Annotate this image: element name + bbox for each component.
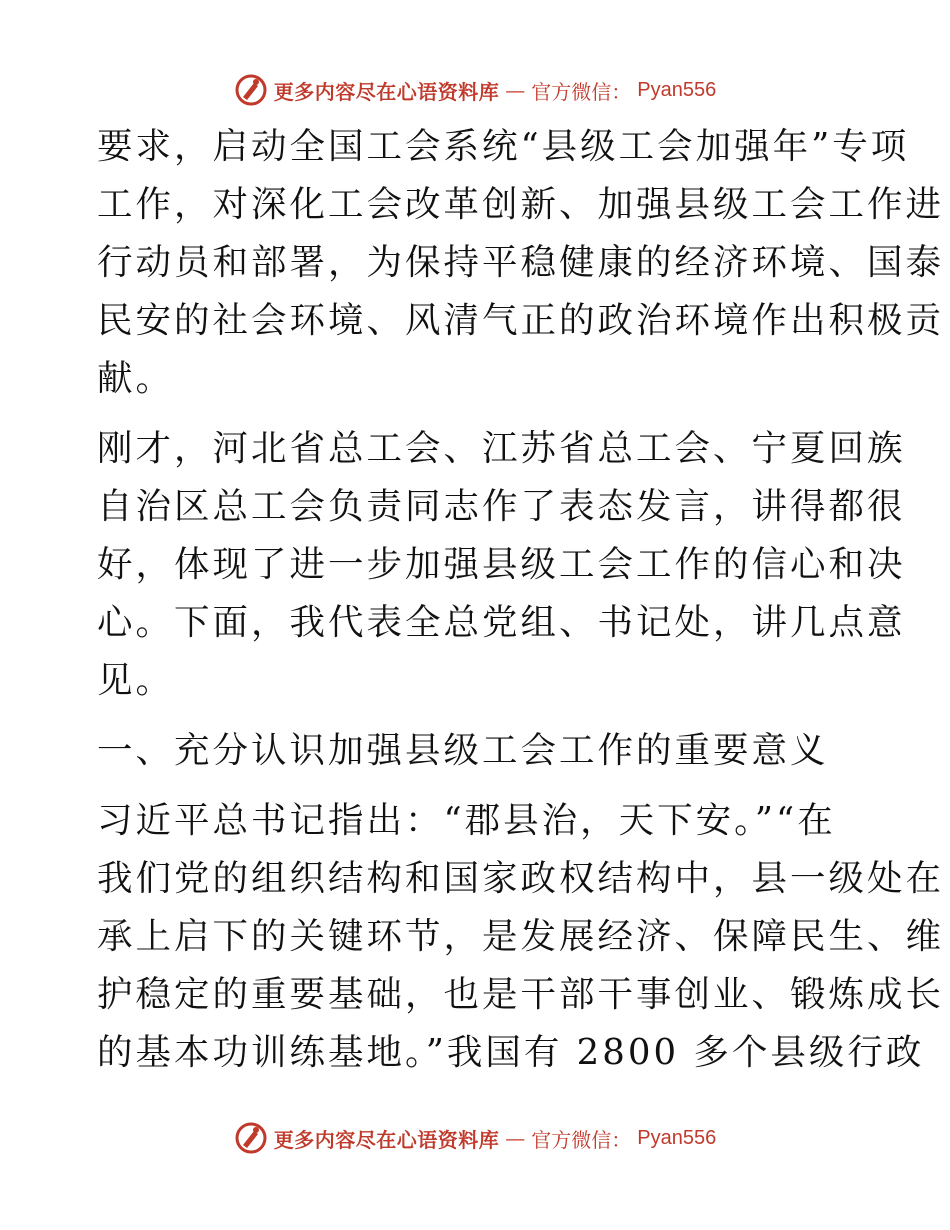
text-line: 习近平总书记指出：“郡县治，天下安。”“在	[97, 800, 836, 841]
text-line: 承上启下的关键环节，是发展经济、保障民生、维	[97, 916, 945, 957]
footer-watermark	[0, 1118, 950, 1158]
text-line: 的基本功训练基地。”我国有 2800 多个县级行政	[97, 1032, 925, 1073]
logo-icon	[234, 1121, 268, 1155]
text-line: 民安的社会环境、风清气正的政治环境作出积极贡	[97, 300, 945, 341]
header-watermark	[0, 70, 950, 110]
text-line: 行动员和部署，为保持平稳健康的经济环境、国泰	[97, 242, 945, 283]
paragraph	[97, 118, 945, 408]
paragraph	[97, 420, 906, 710]
text-line: 护稳定的重要基础，也是干部干事创业、锻炼成长	[97, 974, 945, 1015]
text-line: 好，体现了进一步加强县级工会工作的信心和决	[97, 544, 906, 585]
text-line: 要求，启动全国工会系统“县级工会加强年”专项	[97, 126, 910, 167]
text-line: 工作，对深化工会改革创新、加强县级工会工作进	[97, 184, 945, 225]
section-heading	[97, 722, 857, 780]
logo-icon	[234, 73, 268, 107]
watermark-wechat-id: Pyan556	[637, 78, 717, 101]
watermark-dash: —	[505, 78, 526, 102]
watermark-sub-text: 官方微信：	[531, 79, 632, 104]
watermark-main-text: 更多内容尽在心语资料库	[273, 79, 500, 104]
text-line: 我们党的组织结构和国家政权结构中，县一级处在	[97, 858, 945, 899]
paragraph	[97, 792, 945, 1082]
watermark-sub-text: 官方微信：	[531, 1127, 632, 1152]
text-line: 自治区总工会负责同志作了表态发言，讲得都很	[97, 486, 906, 527]
document-body	[97, 118, 945, 1094]
text-line: 心。下面，我代表全总党组、书记处，讲几点意	[97, 602, 906, 643]
watermark-dash: —	[505, 1126, 526, 1150]
watermark-main-text: 更多内容尽在心语资料库	[273, 1127, 500, 1152]
watermark-wechat-id: Pyan556	[637, 1126, 717, 1149]
text-line: 见。	[97, 660, 175, 701]
text-line: 献。	[97, 358, 175, 399]
heading-line: 一、充分认识加强县级工会工作的重要意义	[97, 730, 829, 771]
text-line: 刚才，河北省总工会、江苏省总工会、宁夏回族	[97, 428, 906, 469]
